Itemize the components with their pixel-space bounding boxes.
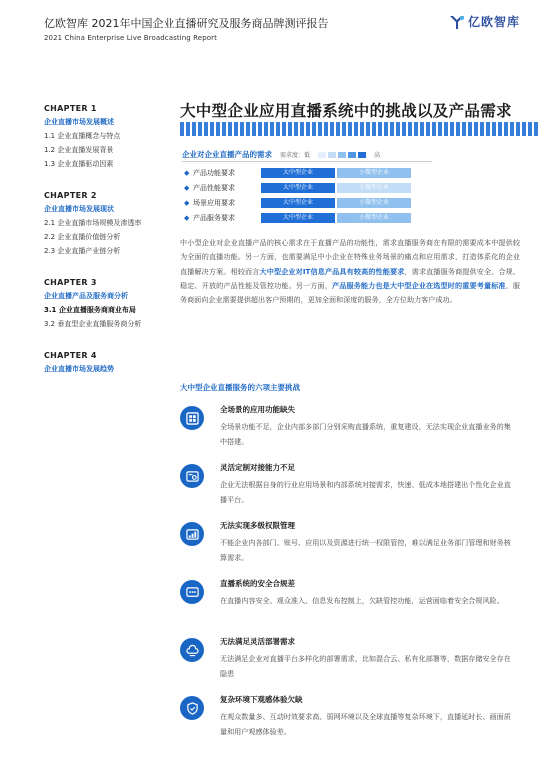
challenge-desc: 企业无法根据自身的行业应用场景和内部系统对接需求，快速、低成本地搭建出个性化企业直播平台。 xyxy=(220,480,511,504)
challenge-desc: 不能企业内各部门、账号、应用以及资源进行统一权限管控，难以满足业务部门管理和财务核算需求。 xyxy=(220,538,511,562)
requirement-label: 产品服务要求 xyxy=(193,213,235,222)
large-enterprise-bar: 大中型企业 xyxy=(261,213,335,223)
challenge-desc: 全场景功能不足，企业内部多部门分别采购直播系统，重复建设，无法实现企业直播业务的集中搭建。 xyxy=(220,422,511,446)
quality-shield-icon xyxy=(180,696,204,720)
toc-chapter-heading[interactable]: 企业直播产品及服务商分析 xyxy=(44,292,128,300)
requirement-label: 产品功能要求 xyxy=(193,168,235,177)
challenges-title: 大中型企业直播服务的六项主要挑战 xyxy=(180,383,300,392)
small-enterprise-bar: 小微型企业 xyxy=(337,168,411,178)
scale-swatch xyxy=(338,152,346,158)
cloud-deploy-icon xyxy=(180,638,204,662)
large-enterprise-bar: 大中型企业 xyxy=(261,198,335,208)
brand-logo xyxy=(449,13,520,30)
demand-figure-header xyxy=(182,149,380,160)
challenge-name: 灵活定制对接能力不足 xyxy=(220,463,295,472)
diamond-bullet-icon: ◆ xyxy=(184,198,190,207)
toc-chapter-heading[interactable]: 企业直播市场发展趋势 xyxy=(44,365,114,373)
toc-chapter-label: CHAPTER 2 xyxy=(44,191,97,200)
demand-low-label: 需求度：低 xyxy=(280,152,311,159)
highlight-text: 产品服务能力也是大中型企业在选型时的重要考量标准 xyxy=(331,280,506,290)
paragraph-text: ，需求直播服务商提供安全、合规、稳定、开放的产品性能及管控功能。另一方面， xyxy=(180,266,521,290)
toc-chapter-heading[interactable]: 企业直播市场发展现状 xyxy=(44,205,114,213)
toc-chapter-label: CHAPTER 1 xyxy=(44,104,97,113)
large-enterprise-bar: 大中型企业 xyxy=(261,183,335,193)
challenge-desc: 在直播内容安全、观众准入、信息发布控制上，欠缺管控功能，运营面临着安全合规风险。 xyxy=(220,596,504,605)
toc-item[interactable]: 3.2 垂直型企业直播服务商分析 xyxy=(44,320,142,328)
challenge-name: 无法满足灵活部署需求 xyxy=(220,637,295,646)
toc-item[interactable]: 1.1 企业直播概念与特点 xyxy=(44,132,121,140)
requirement-row xyxy=(184,211,413,225)
challenge-desc: 在观众数量多、互动时效要求高、弱网环境以及全球直播等复杂环境下，直播延时长、画面质量和用户观感体验差。 xyxy=(220,712,511,736)
requirement-row xyxy=(184,166,413,180)
table-of-contents xyxy=(44,104,174,396)
toc-chapter-4 xyxy=(44,351,174,374)
requirement-row xyxy=(184,181,413,195)
paragraph-text: 中小型企业对企业直播产品的核心需求在于直播产品的功能性，需求直播服务商在有限的需要成本中提供较为全面的直播功能。另一方面，也需要满足中小企业在特殊业务场景的痛点和应用需求，打造体系化的企业直播解决方案。相较而言 xyxy=(180,238,520,276)
toc-item[interactable]: 2.3 企业直播产业链分析 xyxy=(44,247,121,255)
paragraph-text: ，服务商面向企业需要提供超出客户预期的，更加全面和深度的服务，全方位助力客户成功。 xyxy=(180,280,521,305)
title-underline-bar xyxy=(180,122,540,136)
small-enterprise-bar: 小微型企业 xyxy=(337,198,411,208)
report-subtitle: 2021 China Enterprise Live Broadcasting Report xyxy=(44,34,217,42)
toc-chapter-2 xyxy=(44,191,174,256)
toc-item-active[interactable]: 3.1 企业直播服务商商业布局 xyxy=(44,306,136,314)
requirement-row xyxy=(184,196,413,210)
highlight-text: 大中型企业对IT信息产品具有较高的性能要求 xyxy=(259,266,405,276)
diamond-bullet-icon: ◆ xyxy=(184,213,190,222)
toc-item[interactable]: 1.3 企业直播驱动因素 xyxy=(44,160,114,168)
diamond-bullet-icon: ◆ xyxy=(184,168,190,177)
toc-chapter-3 xyxy=(44,278,174,329)
toc-item[interactable]: 2.2 企业直播价值链分析 xyxy=(44,233,121,241)
demand-high-label: 高 xyxy=(374,152,381,159)
toc-item[interactable]: 2.1 企业直播市场规模及渗透率 xyxy=(44,219,142,227)
permission-levels-icon xyxy=(180,522,204,546)
challenge-name: 复杂环境下观感体验欠缺 xyxy=(220,695,303,704)
toc-chapter-heading[interactable]: 企业直播市场发展概述 xyxy=(44,118,114,126)
toc-chapter-label: CHAPTER 4 xyxy=(44,351,97,360)
diamond-bullet-icon: ◆ xyxy=(184,183,190,192)
scale-swatch xyxy=(318,152,326,158)
small-enterprise-bar: 小微型企业 xyxy=(337,213,411,223)
chat-dots-icon xyxy=(180,580,204,604)
figure-divider xyxy=(182,161,432,162)
large-enterprise-bar: 大中型企业 xyxy=(261,168,335,178)
challenge-name: 全场景的应用功能缺失 xyxy=(220,405,295,414)
toc-chapter-1 xyxy=(44,104,174,169)
small-enterprise-bar: 小微型企业 xyxy=(337,183,411,193)
logo-text: 亿欧智库 xyxy=(468,15,521,29)
demand-scale xyxy=(318,152,366,158)
requirement-rows xyxy=(184,166,413,226)
settings-customize-icon xyxy=(180,464,204,488)
requirement-label: 产品性能要求 xyxy=(193,183,235,192)
grid-app-icon xyxy=(180,406,204,430)
scale-swatch xyxy=(348,152,356,158)
challenge-name: 直播系统的安全合规差 xyxy=(220,579,295,588)
figure-title: 企业对企业直播产品的需求 xyxy=(182,150,272,159)
body-paragraph xyxy=(180,236,520,307)
challenge-desc: 无法满足企业对直播平台多样化的部署需求，比如混合云、私有化部署等，数据存储安全存在隐患 xyxy=(220,654,511,678)
yiou-logo-icon xyxy=(449,14,465,30)
report-title: 亿欧智库 2021年中国企业直播研究及服务商品牌测评报告 xyxy=(44,17,329,30)
scale-swatch xyxy=(358,152,366,158)
toc-chapter-label: CHAPTER 3 xyxy=(44,278,97,287)
requirement-label: 场景应用要求 xyxy=(193,198,235,207)
toc-item[interactable]: 1.2 企业直播发展背景 xyxy=(44,146,114,154)
scale-swatch xyxy=(328,152,336,158)
page-title: 大中型企业应用直播系统中的挑战以及产品需求 xyxy=(180,102,512,120)
challenge-name: 无法实现多级权限管理 xyxy=(220,521,295,530)
